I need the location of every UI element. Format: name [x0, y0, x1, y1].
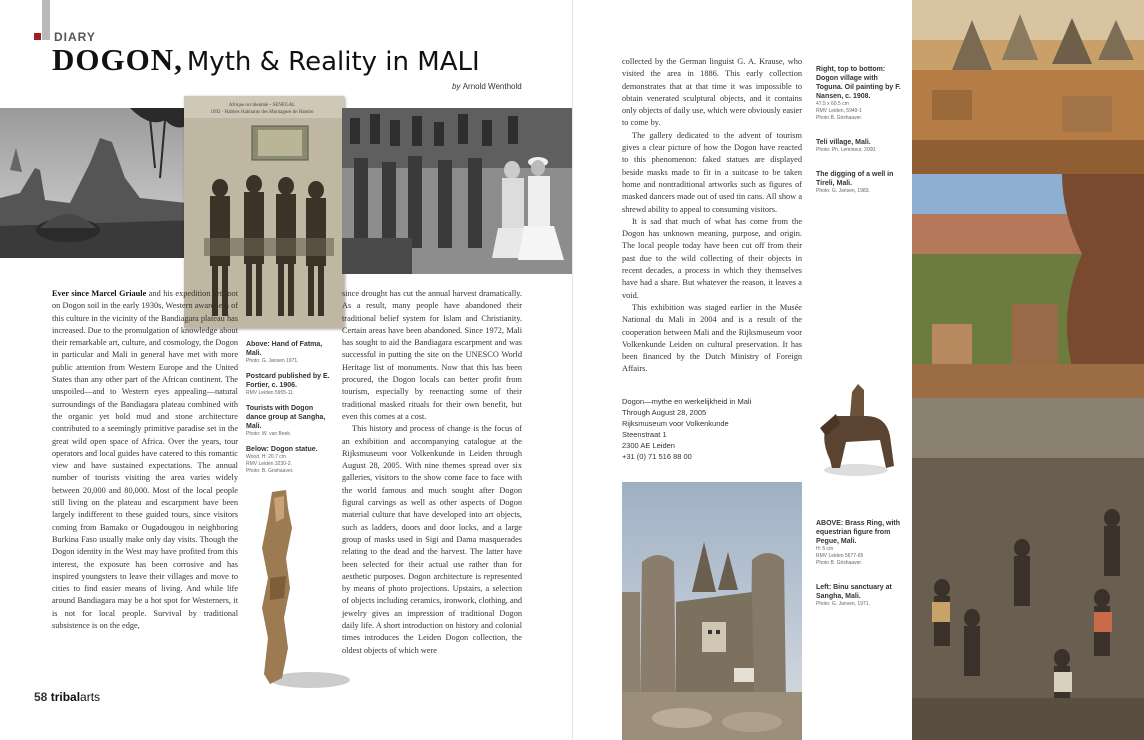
right-column-text: collected by the German linguist G. A. Krause, who visited the area in 1886. This early collection demonstrates that at that time it was impossible to obtain venerated sculptural objects, and it contains only objects of daily use, which were obviously easier to come by. The gallery dedicated to the advent of tourism gives a clear picture of how the Dogon have reacted to this phenomenon: faked statues are displayed beside masks made to fit in a suitcase to be taken home and nontraditional artworks such as figures of masked dancers made out of used tin cans. All show a shrewd ability to appeal to consuming visitors. It is sad that much of what has come from the Dogon has unknown meaning, purpose, and origin. The local people today have been cut off from their past due to the wild collecting of their objects in recent decades, a process in which they themselves have had a share. But whatever the reason, it leaves a void. This exhibition was staged earlier in the Musée National du Mali in 2004 and is a result of the cooperation between Mali and the Rijksmuseum voor Volkenkunde Leiden on cultural preservation. It has been financed by the Dutch Ministry of Foreign Affairs.	[622, 57, 802, 374]
caption: The digging of a well in Tireli, Mali. Photo: G. Jansen, 1983.	[816, 171, 894, 194]
brass-ring-photo	[806, 380, 906, 480]
well-digging-photo	[912, 398, 1144, 740]
dogon-village-painting	[912, 0, 1144, 174]
left-column-text: Ever since Marcel Griaule and his expedition set foot on Dogon soil in the early 1930s, Western awareness of this culture in the vicinity of the Bandiagara plateau has increased. Due to the promulgation of knowledge about their remarkable art, culture, and cosmology, the Dogon in particular and Mali in general have met with more public attention from Western Europe and the United States than any other part of the African continent. The unspoiled—and to Western eyes appealing—natural surroundings of the Bandiagara plateau combined with the organic yet bold mud and stone architecture contributed to a seemingly primitive paradise set in the great wild open space of Africa. Over the years, tour operators and local guides have catered to this romantic view and have sustained expectations. The annual number of tourists visiting the area varies widely between 20,000 and 80,000. Most of the local people still living on the plateau and escarpment have been largely indifferent to these guided tours, since visitors coming from Bamako or Ougadougou in neighboring Burkina Faso usually make only day visits. Though the Dogon identity in the West may have profited from this interest, the exposure has been corrosive and has inspired youngsters to leave their villages and move to cities to find easier means of living. And while life around Bandiagara may be a hot spot for Westerners, it is not for local people. Survival by traditional subsistence is on the edge,	[52, 289, 238, 631]
page-gutter	[572, 0, 573, 740]
caption: ABOVE: Brass Ring, with equestrian figure from Pegue, Mali. H: 5 cm RMV Leiden 5677-65 Photo B. Grishaaver.	[816, 520, 901, 566]
captions-right-bottom	[816, 510, 906, 624]
middle-column-text: since drought has cut the annual harvest dramatically. As a result, many people have abandoned their traditional belief system for Islam and Christianity. Certain areas have been abandoned. Since 1972, Mali has sought to aid the Bandiagara escarpment and was successful in putting the site on the UNESCO World Heritage list of monuments. Now that this has been procured, the Dogon locals can better profit from tourism, especially by reenacting some of their traditional masked rituals for their own benefit, but even this comes at a cost. This history and process of change is the focus of an exhibition and accompanying catalogue at the Rijksmuseum voor Volkenkunde in Leiden through August 28, 2005. With nine themes spread over six galleries, visitors to the show come face to face with the world famous and much sought after Dogon figural carvings as well as other aspects of Dogon material culture that have developed into art objects, such as ladders, doors and door locks, and a large group of masks used in Sigi and Dama masquerades relating to the dead and the harvest. The latter have been selected for their actual use rather than for aesthetic purposes. Dogon architecture is represented by means of photo projections. Upstairs, a selection of objects including ceramics, ironwork, clothing, and jewelry gives an impression of traditional Dogon daily life. A short introduction on history and colonial times introduces the Leiden Dogon collection, the oldest objects of which were	[342, 289, 522, 655]
captions-left	[246, 340, 330, 482]
section-label: DIARY	[54, 30, 96, 44]
caption: Above: Hand of Fatma, Mali. Photo: G. Jansen 1971.	[246, 341, 323, 364]
escarpment-photo	[0, 108, 196, 258]
teli-village-photo	[912, 174, 1144, 398]
caption: Right, top to bottom: Dogon village with Toguna. Oil painting by F. Nansen, c. 1908. 47.5 x 60.5 cm RMV Leiden, 5949-1 Photo B. Grishaaver.	[816, 66, 901, 121]
tourists-dancers-photo	[342, 108, 572, 274]
caption: Teli village, Mali. Photo: Ph. Lemineur, 2000.	[816, 139, 877, 153]
caption: Left: Binu sanctuary at Sangha, Mali. Photo: G. Jansen, 1971.	[816, 584, 892, 607]
title-light: Myth & Reality in MALI	[186, 47, 480, 77]
lead-in: Ever since Marcel Griaule	[52, 289, 147, 298]
page-folio	[34, 690, 100, 704]
top-bar-decoration	[42, 0, 50, 40]
author-name: Arnold Wenthold	[462, 82, 522, 91]
page-number: 58	[34, 690, 48, 704]
binu-sanctuary-photo	[622, 482, 802, 740]
captions-right-top	[816, 56, 906, 211]
postcard-caption-2: 1092 · Habbés Habitants des Montagnes de Hambo	[210, 110, 314, 115]
brand-name: tribalarts	[50, 690, 101, 704]
caption: Below: Dogon statue. Wood. H: 20.7 cm RMV Leiden 3230-2. Photo: B. Grishaaver.	[246, 446, 318, 474]
exhibition-address: Dogon—mythe en werkelijkheid in Mali Through August 28, 2005 Rijksmuseum voor Volkenkunde Steenstraat 1 2300 AE Leiden +31 (0) 71 516 88 00	[622, 397, 752, 461]
caption: Tourists with Dogon dance group at Sangha, Mali. Photo: W. van Beek.	[246, 405, 326, 437]
article-title	[52, 42, 480, 78]
dogon-statue-photo	[240, 488, 350, 698]
byline: by Arnold Wenthold	[452, 82, 522, 91]
title-bold: DOGON,	[52, 42, 183, 77]
postcard-caption-1: Afrique occidentale - SENEGAL	[228, 103, 296, 108]
caption: Postcard published by E. Fortier, c. 1906. RMV Leiden 5955-11.	[246, 373, 330, 396]
section-marker	[34, 33, 41, 40]
